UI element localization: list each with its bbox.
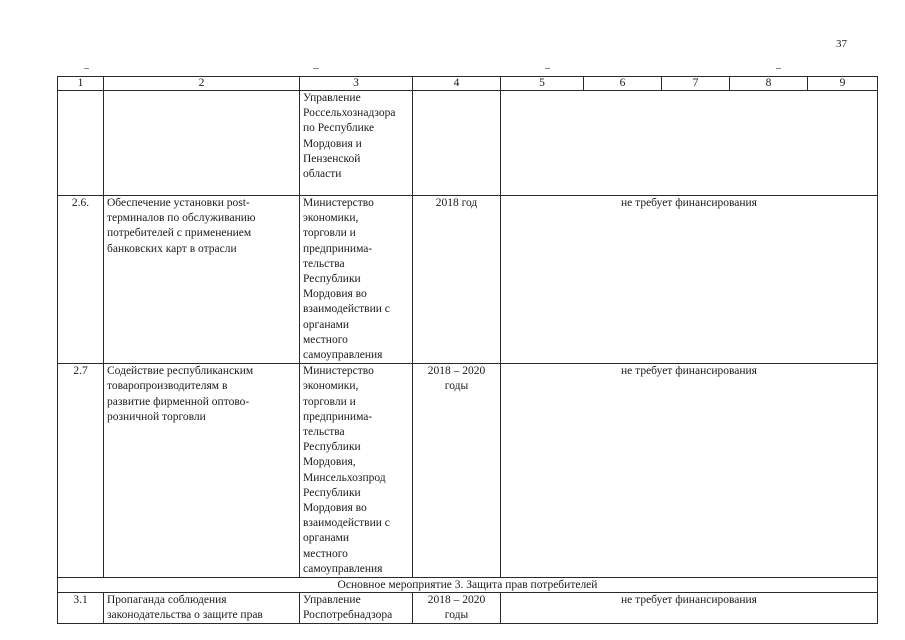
- scan-mark: [545, 68, 550, 69]
- financing-cell: не требует финансирования: [501, 593, 878, 624]
- column-number: 4: [413, 77, 501, 91]
- section-heading: Основное мероприятие 3. Защита прав потребителей: [58, 578, 878, 593]
- measure-name-cell: Обеспечение установки post- терминалов по обслуживанию потребителей с применением банковских карт в отрасли: [104, 196, 300, 364]
- column-number: 8: [730, 77, 808, 91]
- executor-cell: Управление Роспотребнадзора: [300, 593, 413, 624]
- column-number: 2: [104, 77, 300, 91]
- executor-cell: Управление Россельхознадзора по Республике Мордовия и Пензенской области: [300, 91, 413, 196]
- row-number-cell: 2.6.: [58, 196, 104, 364]
- table-row: [58, 91, 878, 196]
- executor-cell: Министерство экономики, торговли и предпринима- тельства Республики Мордовия, Минсельхозпрод Республики Мордовия во взаимодействии с органами местного самоуправления: [300, 364, 413, 578]
- period-cell: 2018 год: [413, 196, 501, 364]
- column-number-row: [58, 77, 878, 91]
- scan-mark: [313, 68, 319, 69]
- measure-name-cell: [104, 91, 300, 196]
- section-heading-row: [58, 578, 878, 593]
- column-number: 5: [501, 77, 584, 91]
- table-row: [58, 196, 878, 364]
- measure-name-cell: Пропаганда соблюдения законодательства о защите прав: [104, 593, 300, 624]
- table-row: [58, 593, 878, 624]
- row-number-cell: 2.7: [58, 364, 104, 578]
- column-number: 3: [300, 77, 413, 91]
- page-number: 37: [836, 38, 847, 50]
- scan-mark: [776, 68, 781, 69]
- measure-name-cell: Содействие республиканским товаропроизводителям в развитие фирменной оптово- розничной торговли: [104, 364, 300, 578]
- column-number: 9: [808, 77, 878, 91]
- financing-cell: не требует финансирования: [501, 364, 878, 578]
- period-cell: 2018 – 2020 годы: [413, 593, 501, 624]
- table-row: [58, 364, 878, 578]
- scan-mark: [84, 68, 89, 69]
- period-cell: [413, 91, 501, 196]
- plan-table: [57, 76, 878, 624]
- row-number-cell: 3.1: [58, 593, 104, 624]
- column-number: 6: [584, 77, 662, 91]
- financing-cell: не требует финансирования: [501, 196, 878, 364]
- executor-cell: Министерство экономики, торговли и предпринима- тельства Республики Мордовия во взаимодействии с органами местного самоуправления: [300, 196, 413, 364]
- column-number: 7: [662, 77, 730, 91]
- row-number-cell: [58, 91, 104, 196]
- financing-cell: [501, 91, 878, 196]
- period-cell: 2018 – 2020 годы: [413, 364, 501, 578]
- column-number: 1: [58, 77, 104, 91]
